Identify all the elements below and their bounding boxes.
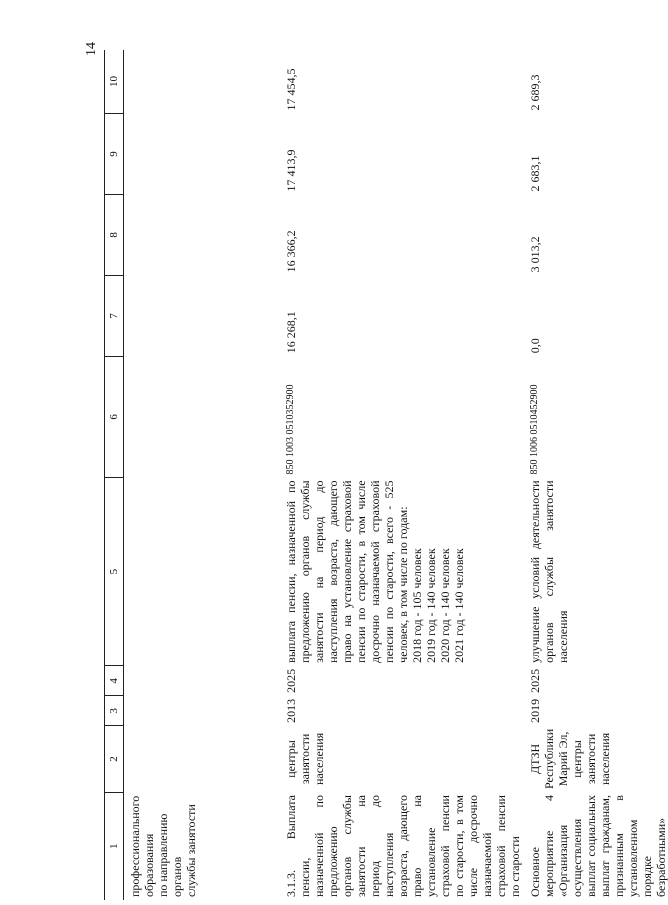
row-value-10: 17 454,5 <box>284 68 298 111</box>
row-value-8: 3 013,2 <box>528 236 542 273</box>
table-row <box>278 50 522 900</box>
col-header-10: 10 <box>105 50 124 114</box>
text-line: по направлению органов <box>156 813 184 897</box>
col-header-9: 9 <box>105 114 124 195</box>
row-value-7 <box>124 275 279 356</box>
col-header-6: 6 <box>105 356 124 477</box>
page-number: 14 <box>84 42 99 56</box>
col-header-7: 7 <box>105 275 124 356</box>
row-start-year: 2013 <box>284 698 298 723</box>
row-value-9: 2 683,1 <box>528 155 542 192</box>
table-row <box>124 50 279 900</box>
row-value-8 <box>124 194 279 275</box>
row-budget-code <box>124 356 279 477</box>
result-year-line: 2019 год - 140 человек <box>424 548 438 663</box>
col-header-1: 1 <box>105 792 124 900</box>
row-start-year: 2019 <box>528 698 542 723</box>
budget-table <box>104 50 668 900</box>
text-line: образования <box>142 833 156 897</box>
row-end-year: 2025 <box>528 668 542 693</box>
row-executor <box>124 726 279 792</box>
row-item-name: Основное мероприятие 4 «Организация осуществления выплат социальных выплат гражданам, признанным в установленном порядке безработными» <box>528 795 668 897</box>
row-result <box>124 477 279 665</box>
row-start-year <box>124 696 279 726</box>
row-end-year <box>124 666 279 696</box>
row-budget-code: 850 1006 0510452900 <box>529 384 540 475</box>
row-item-name: 3.1.3. Выплата пенсии, назначенной по предложению органов службы занятости на период до наступления возраста, дающего право на установление страховой пенсии по старости, в том числе досрочно назначаемой страховой пенсии по старости <box>284 795 522 897</box>
col-header-2: 2 <box>105 726 124 792</box>
row-value-7: 16 268,1 <box>284 311 298 354</box>
table-row <box>522 50 668 900</box>
row-result: улучшение условий деятельности органов службы занятости населения <box>528 480 570 663</box>
result-year-line: 2018 год - 105 человек <box>410 548 424 663</box>
result-text: выплата пенсии, назначенной по предложению органов службы занятости на период до наступления возраста, дающего право на установление страховой пенсии по старости, в том числе досрочно назначаемой страховой пенсии по старости, всего - 525 человек, в том числе по годам: <box>284 480 410 663</box>
column-header-row <box>105 50 124 900</box>
row-value-10 <box>124 50 279 114</box>
row-value-8: 16 366,2 <box>284 230 298 273</box>
row-budget-code: 850 1003 0510352900 <box>285 384 296 475</box>
row-end-year: 2025 <box>284 668 298 693</box>
row-item-name <box>124 792 279 900</box>
col-header-8: 8 <box>105 194 124 275</box>
text-line: службы занятости <box>184 804 198 897</box>
row-value-7: 0,0 <box>528 338 542 354</box>
result-year-line: 2020 год - 140 человек <box>438 548 452 663</box>
row-value-10: 2 689,3 <box>528 74 542 111</box>
col-header-5: 5 <box>105 477 124 665</box>
result-year-line: 2021 год - 140 человек <box>452 548 466 663</box>
row-executor: ДТЗН Республики Марий Эл, центры занятости населения <box>528 728 612 790</box>
row-value-9 <box>124 114 279 195</box>
col-header-4: 4 <box>105 666 124 696</box>
text-line: профессионального <box>128 795 142 897</box>
col-header-3: 3 <box>105 696 124 726</box>
row-executor: центры занятости населения <box>284 732 326 786</box>
budget-table-sheet <box>104 50 668 900</box>
row-result <box>278 477 522 665</box>
row-value-9: 17 413,9 <box>284 149 298 192</box>
